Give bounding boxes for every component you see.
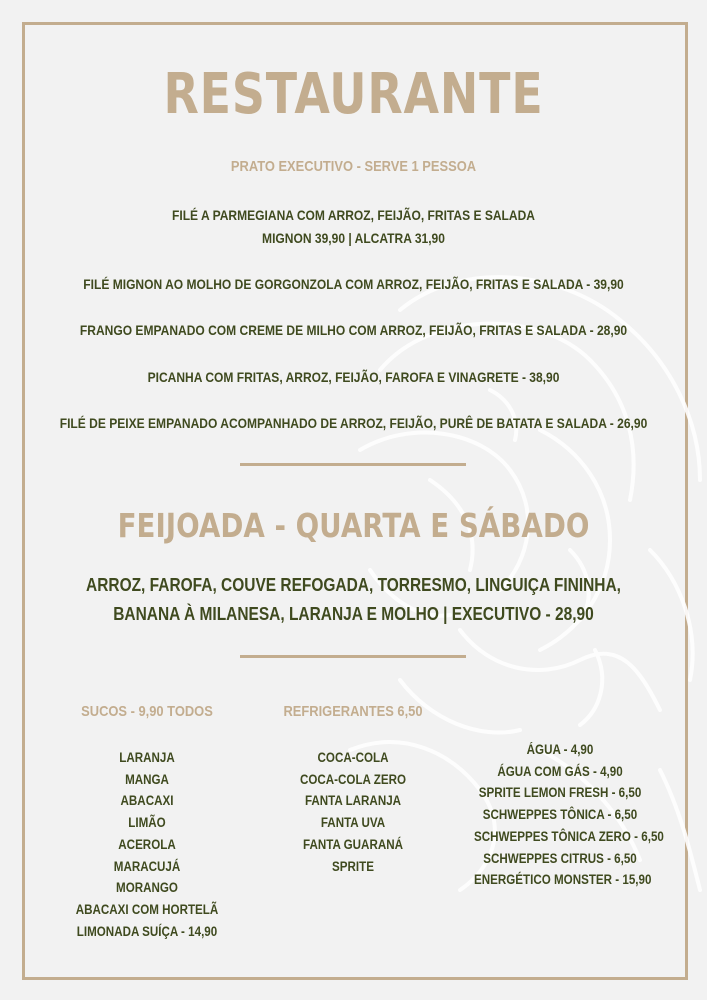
- list-item: FANTA UVA: [320, 815, 386, 831]
- list-item: ABACAXI COM HORTELÃ: [75, 901, 219, 917]
- list-item: COCA-COLA: [317, 750, 389, 765]
- list-item: MARACUJÁ: [113, 858, 181, 874]
- list-item: FANTA LARANJA: [304, 793, 402, 809]
- list-item: ACEROLA: [118, 836, 176, 852]
- list-item: SCHWEPPES TÔNICA ZERO - 6,50: [474, 828, 664, 844]
- list-item: ÁGUA - 4,90: [526, 742, 594, 757]
- dish-line: FILÉ A PARMEGIANA COM ARROZ, FEIJÃO, FRITAS E SALADA: [171, 207, 535, 223]
- list-item: MANGA: [125, 771, 169, 787]
- outras-bebidas-list: [474, 739, 664, 891]
- sucos-heading: SUCOS - 9,90 TODOS: [81, 703, 213, 720]
- list-item: LIMÃO: [128, 815, 166, 831]
- list-item: MORANGO: [116, 880, 178, 896]
- feijoada-line: BANANA À MILANESA, LARANJA E MOLHO | EXECUTIVO - 28,90: [113, 604, 594, 624]
- list-item: FANTA GUARANÁ: [303, 836, 403, 852]
- dish-item: [49, 204, 657, 250]
- dish-item: PICANHA COM FRITAS, ARROZ, FEIJÃO, FAROFA E VINAGRETE - 38,90: [147, 369, 560, 385]
- list-item: COCA-COLA ZERO: [300, 771, 406, 787]
- dish-line: MIGNON 39,90 | ALCATRA 31,90: [262, 230, 445, 246]
- dish-item: FRANGO EMPANADO COM CREME DE MILHO COM ARROZ, FEIJÃO, FRITAS E SALADA - 28,90: [79, 322, 628, 338]
- list-item: ÁGUA COM GÁS - 4,90: [497, 763, 623, 779]
- dish-item: FILÉ MIGNON AO MOLHO DE GORGONZOLA COM ARROZ, FEIJÃO, FRITAS E SALADA - 39,90: [83, 276, 624, 292]
- feijoada-title: FEIJOADA - QUARTA E SÁBADO: [117, 506, 590, 545]
- list-item: ABACAXI: [120, 793, 174, 809]
- list-item: LARANJA: [119, 750, 175, 765]
- refrigerantes-list: [267, 747, 439, 877]
- executive-heading: PRATO EXECUTIVO - SERVE 1 PESSOA: [230, 158, 477, 175]
- section-divider: [240, 655, 466, 658]
- refrigerantes-heading: REFRIGERANTES 6,50: [283, 703, 423, 720]
- feijoada-line: ARROZ, FAROFA, COUVE REFOGADA, TORRESMO, LINGUIÇA FININHA,: [86, 575, 621, 595]
- dish-item: FILÉ DE PEIXE EMPANADO ACOMPANHADO DE ARROZ, FEIJÃO, PURÊ DE BATATA E SALADA - 26,90: [59, 415, 648, 431]
- section-divider: [240, 463, 466, 466]
- feijoada-description: [49, 571, 657, 629]
- restaurant-title: RESTAURANTE: [163, 62, 544, 127]
- list-item: SPRITE: [332, 858, 374, 874]
- list-item: SPRITE LEMON FRESH - 6,50: [478, 785, 642, 801]
- list-item: ENERGÉTICO MONSTER - 15,90: [474, 872, 652, 888]
- list-item: SCHWEPPES TÔNICA - 6,50: [482, 807, 638, 823]
- list-item: SCHWEPPES CITRUS - 6,50: [483, 850, 637, 866]
- sucos-list: [61, 747, 233, 942]
- list-item: LIMONADA SUÍÇA - 14,90: [76, 923, 218, 939]
